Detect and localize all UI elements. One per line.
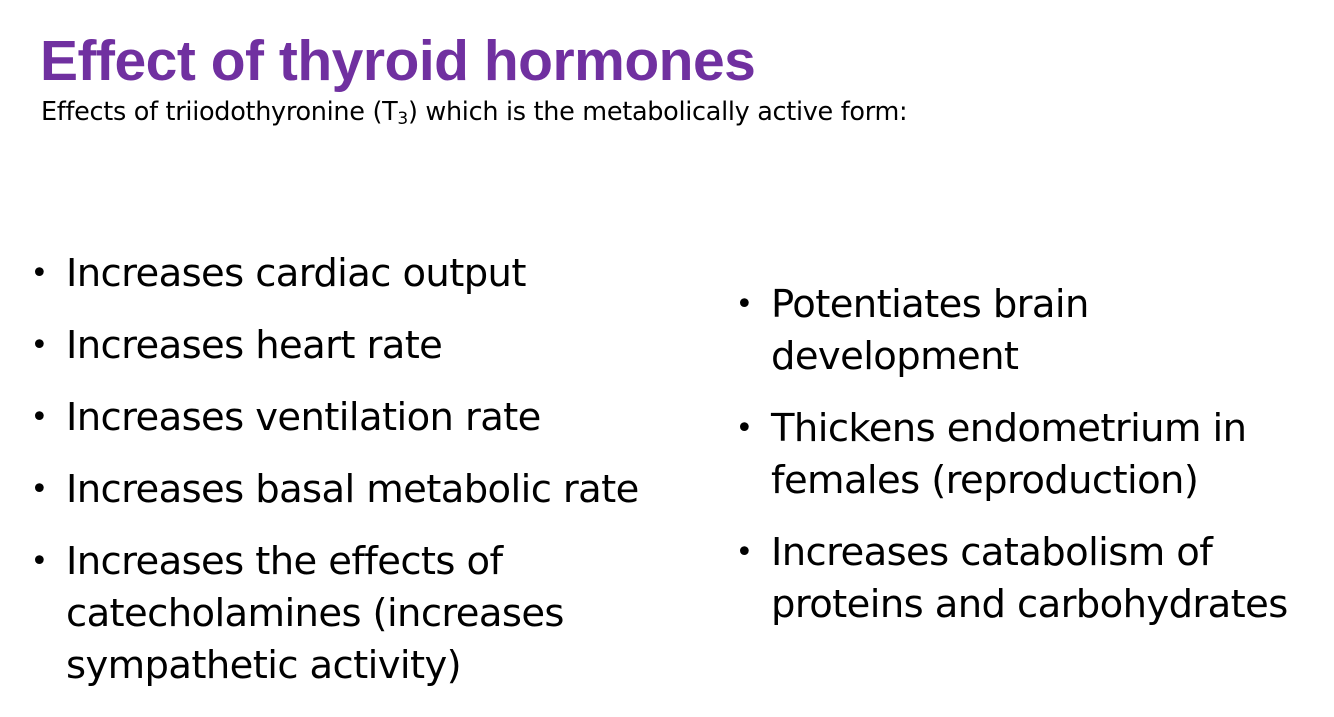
bullet-text: Increases catabolism of proteins and carbohydrates [771,530,1288,627]
slide-title: Effect of thyroid hormones [40,29,756,93]
bullet-text: Increases heart rate [66,323,443,368]
subtitle-text-start: Effects of triiodothyronine (T [41,97,398,127]
subtitle-subscript: 3 [397,109,408,129]
bullet-dot-icon: • [30,328,48,363]
bullet-text: Increases ventilation rate [66,395,541,440]
bullet-item [29,464,709,516]
bullet-text: Thickens endometrium in females (reproduction) [771,406,1247,503]
subtitle-text-end: ) which is the metabolically active form: [407,97,908,127]
bullet-dot-icon: • [30,472,48,507]
bullet-item [734,279,1171,383]
bullet-dot-icon: • [735,287,753,322]
bullet-item [734,527,1334,631]
bullet-text: Increases cardiac output [66,251,526,296]
slide-subtitle [41,94,907,130]
bullet-dot-icon: • [30,400,48,435]
bullet-text: Potentiates brain development [771,282,1089,379]
bullet-item [29,248,709,300]
bullet-dot-icon: • [30,544,48,579]
bullet-item [734,403,1331,507]
bullet-dot-icon: • [735,411,753,446]
bullet-dot-icon: • [30,256,48,291]
bullet-item [29,320,709,372]
bullet-text: Increases the effects of catecholamines (increases sympathetic activity) [66,539,564,688]
bullet-item [29,392,709,444]
right-bullet-list [734,279,1334,631]
left-bullet-list [29,248,709,692]
bullet-item [29,536,606,692]
bullet-text: Increases basal metabolic rate [66,467,639,512]
bullet-dot-icon: • [735,535,753,570]
